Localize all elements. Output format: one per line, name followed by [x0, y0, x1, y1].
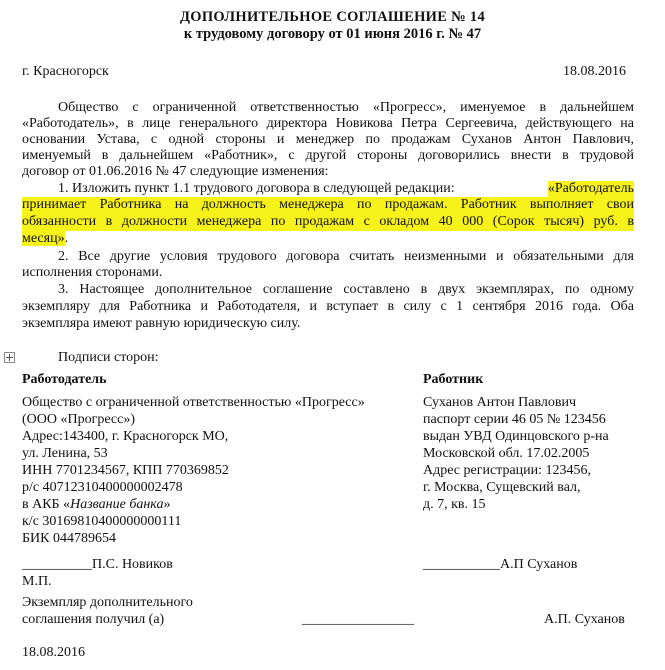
stamp-mark: М.П.: [22, 574, 52, 589]
bank-suffix: »: [163, 497, 171, 512]
employer-line: Адрес:143400, г. Красногорск МО,: [22, 429, 229, 444]
highlighted-text: «Работодатель: [547, 181, 634, 196]
document-subtitle: к трудовому договору от 01 июня 2016 г. № 47: [183, 26, 482, 42]
bank-prefix: в АКБ «: [22, 497, 71, 512]
highlighted-text: принимает Работника на должность менеджера по продажам. Работник выполняет свои: [22, 197, 634, 212]
receipt-signature-blank: ________________: [302, 612, 414, 627]
employer-bank-line: [22, 497, 171, 514]
employee-heading: Работник: [423, 372, 484, 387]
clause-2-line: исполнения сторонами.: [22, 265, 163, 280]
document-date: 18.08.2016: [563, 64, 626, 79]
employee-signer: А.П Суханов: [500, 557, 578, 572]
clause-3-line: экземпляру для Работника и Работодателя, и вступает в силу с 1 сентября 2016 года. Оба: [22, 299, 634, 314]
employee-line: г. Москва, Сущевский вал,: [423, 480, 581, 495]
employer-line: ИНН 7701234567, КПП 770369852: [22, 463, 229, 478]
employee-signature-line: [423, 557, 577, 574]
clause-1-line: [22, 197, 634, 214]
employee-line: Адрес регистрации: 123456,: [423, 463, 592, 478]
intro-line: Общество с ограниченной ответственностью «Прогресс», именуемое в дальнейшем: [58, 100, 634, 115]
place: г. Красногорск: [22, 64, 109, 79]
employer-line: Общество с ограниченной ответственностью «Прогресс»: [22, 395, 365, 410]
clause-1-tail: .: [64, 231, 69, 246]
clause-1-line: [22, 214, 634, 231]
clause-1-line: [22, 231, 68, 248]
receipt-line: соглашения получил (а): [22, 612, 165, 627]
intro-line: основании Устава, с одной стороны и менеджер по продажам Суханов Антон Павлович,: [22, 132, 634, 147]
receipt-date: 18.08.2016: [22, 645, 85, 660]
document-title: ДОПОЛНИТЕЛЬНОЕ СОГЛАШЕНИЕ № 14: [179, 9, 486, 25]
employee-line: Московской обл. 17.02.2005: [423, 446, 590, 461]
employer-line: БИК 044789654: [22, 531, 116, 546]
employee-line: паспорт серии 46 05 № 123456: [423, 412, 606, 427]
employer-heading: Работодатель: [22, 372, 107, 387]
intro-line: договор от 01.06.2016 № 47 следующие изменения:: [22, 164, 329, 179]
intro-line: именуемый в дальнейшем «Работник», с другой стороны договорились внести в трудовой: [22, 148, 634, 163]
signatures-heading: Подписи сторон:: [58, 350, 159, 365]
table-move-handle-icon[interactable]: [4, 352, 15, 363]
employer-line: ул. Ленина, 53: [22, 446, 108, 461]
receipt-signer: А.П. Суханов: [544, 612, 625, 627]
clause-2-line: 2. Все другие условия трудового договора считать неизменными и обязательными для: [58, 249, 634, 264]
clause-1-line: [58, 181, 634, 198]
clause-3-line: 3. Настоящее дополнительное соглашение составлено в двух экземплярах, по одному: [58, 282, 634, 297]
clause-3-line: экземпляра имеют равную юридическую силу.: [22, 316, 301, 331]
employer-line: к/с 30169810400000000111: [22, 514, 182, 529]
highlighted-text: обязанности в должности менеджера по продажам с окладом 40 000 (Сорок тысяч) руб. в: [22, 214, 634, 229]
employee-line: выдан УВД Одинцовского р-на: [423, 429, 609, 444]
receipt-line: Экземпляр дополнительного: [22, 595, 193, 610]
signature-blank: __________: [22, 557, 92, 572]
employee-line: д. 7, кв. 15: [423, 497, 486, 512]
signature-blank: ___________: [423, 557, 500, 572]
employer-signer: П.С. Новиков: [92, 557, 173, 572]
intro-line: «Работодатель», в лице генерального директора Новикова Петра Сергеевича, действующего на: [22, 116, 634, 131]
clause-1-lead: 1. Изложить пункт 1.1 трудового договора в следующей редакции:: [58, 181, 455, 196]
bank-name: Название банка: [70, 497, 164, 512]
employer-signature-line: [22, 557, 173, 574]
highlighted-text: месяц»: [22, 231, 65, 246]
employee-line: Суханов Антон Павлович: [423, 395, 577, 410]
employer-line: р/с 40712310400000002478: [22, 480, 183, 495]
employer-line: (ООО «Прогресс»): [22, 412, 135, 427]
